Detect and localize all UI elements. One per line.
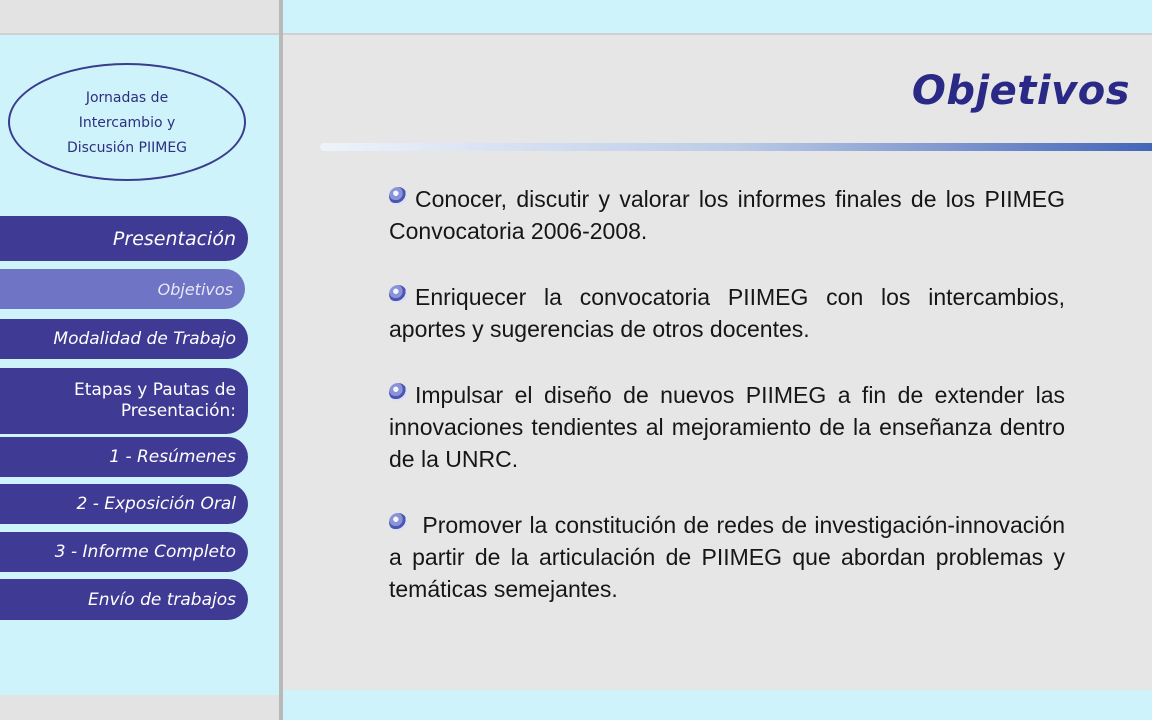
objective-item xyxy=(389,379,1065,475)
objective-text: Conocer, discutir y valorar los informes finales de los PIIMEG Convocatoria 2006-2008. xyxy=(389,186,1065,244)
nav-label-line1: Etapas y Pautas de xyxy=(73,380,236,400)
objective-text: Promover la constitución de redes de investigación-innovación a partir de la articulación de PIIMEG que abordan problemas y temáticas semejantes. xyxy=(389,512,1065,602)
objectives-list xyxy=(389,183,1065,639)
bullet-orb-icon xyxy=(389,383,407,401)
nav-label-line2: Presentación: xyxy=(120,401,236,421)
vertical-divider xyxy=(279,0,283,720)
event-logo-text: Jornadas de Intercambio y Discusión PIIMEG xyxy=(66,90,188,156)
nav-presentacion[interactable] xyxy=(0,216,248,261)
bottom-left-corner xyxy=(0,695,279,720)
nav-etapas-y-pautas[interactable] xyxy=(0,368,248,434)
objective-item xyxy=(389,509,1065,605)
nav-exposicion-oral[interactable] xyxy=(0,484,248,524)
objective-text: Impulsar el diseño de nuevos PIIMEG a fin de extender las innovaciones tendientes al mejoramiento de la enseñanza dentro de la UNRC. xyxy=(389,382,1065,472)
nav-informe-completo[interactable] xyxy=(0,532,248,572)
objective-text: Enriquecer la convocatoria PIIMEG con los intercambios, aportes y sugerencias de otros docentes. xyxy=(389,284,1065,342)
title-underline xyxy=(320,143,1152,151)
nav-label: 3 - Informe Completo xyxy=(54,542,236,562)
bullet-orb-icon xyxy=(389,187,407,205)
page-title: Objetivos xyxy=(911,68,1130,114)
nav-objetivos[interactable] xyxy=(0,269,245,309)
nav-envio-de-trabajos[interactable] xyxy=(0,579,248,620)
nav-label: Objetivos xyxy=(157,279,233,299)
objective-item xyxy=(389,183,1065,247)
bottom-band xyxy=(283,690,1152,720)
nav-label: Modalidad de Trabajo xyxy=(53,329,236,349)
nav-resumenes[interactable] xyxy=(0,437,248,477)
bullet-orb-icon xyxy=(389,285,407,303)
top-band xyxy=(283,0,1152,33)
nav-label: 2 - Exposición Oral xyxy=(76,494,236,514)
nav-label: Envío de trabajos xyxy=(87,589,236,610)
top-left-corner xyxy=(0,0,279,33)
bullet-orb-icon xyxy=(389,513,407,531)
event-logo xyxy=(8,63,246,181)
objective-item xyxy=(389,281,1065,345)
nav-label: Presentación xyxy=(112,227,236,250)
nav-label: 1 - Resúmenes xyxy=(109,447,236,467)
nav-modalidad-de-trabajo[interactable] xyxy=(0,319,248,359)
